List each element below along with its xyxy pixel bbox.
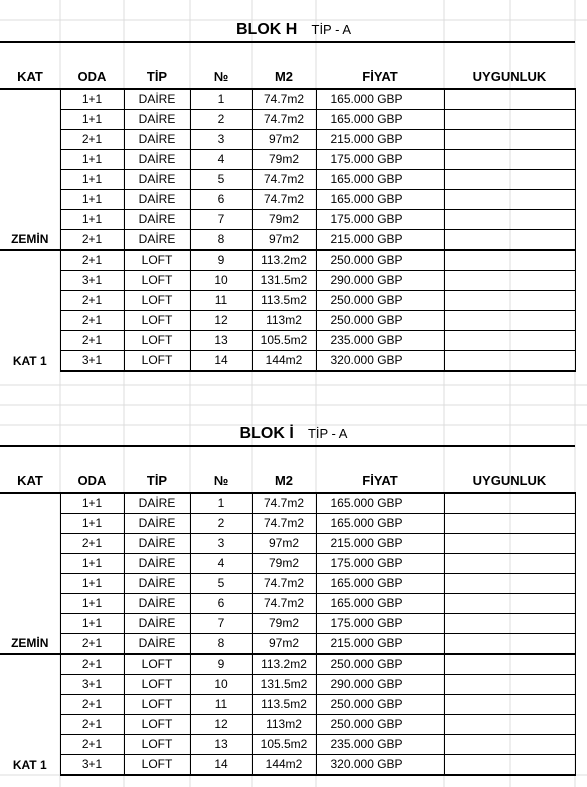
cell-fiyat: 165.000 GBP bbox=[316, 514, 444, 534]
table-row bbox=[0, 634, 575, 655]
cell-m2: 144m2 bbox=[252, 351, 316, 372]
cell-uygunluk bbox=[444, 755, 575, 776]
cell-uygunluk bbox=[444, 735, 575, 755]
table-row bbox=[0, 271, 575, 291]
block-type: TİP - A bbox=[307, 426, 348, 441]
cell-m2: 97m2 bbox=[252, 230, 316, 251]
column-header-no: № bbox=[190, 446, 252, 493]
cell-tip: LOFT bbox=[124, 654, 190, 675]
cell-no: 14 bbox=[190, 755, 252, 776]
column-header-kat: KAT bbox=[0, 42, 60, 89]
cell-no: 10 bbox=[190, 271, 252, 291]
cell-m2: 74.7m2 bbox=[252, 190, 316, 210]
unit-table bbox=[0, 41, 576, 372]
table-row bbox=[0, 654, 575, 675]
cell-m2: 74.7m2 bbox=[252, 574, 316, 594]
table-row bbox=[0, 695, 575, 715]
cell-m2: 113.2m2 bbox=[252, 250, 316, 271]
cell-uygunluk bbox=[444, 574, 575, 594]
cell-m2: 74.7m2 bbox=[252, 514, 316, 534]
cell-m2: 113.2m2 bbox=[252, 654, 316, 675]
cell-no: 3 bbox=[190, 130, 252, 150]
cell-m2: 113.5m2 bbox=[252, 695, 316, 715]
cell-oda: 2+1 bbox=[60, 735, 124, 755]
table-row bbox=[0, 89, 575, 110]
cell-tip: DAİRE bbox=[124, 554, 190, 574]
cell-tip: DAİRE bbox=[124, 493, 190, 514]
table-row bbox=[0, 594, 575, 614]
cell-fiyat: 250.000 GBP bbox=[316, 291, 444, 311]
cell-fiyat: 320.000 GBP bbox=[316, 351, 444, 372]
cell-no: 13 bbox=[190, 331, 252, 351]
cell-fiyat: 165.000 GBP bbox=[316, 594, 444, 614]
table-row bbox=[0, 554, 575, 574]
cell-no: 13 bbox=[190, 735, 252, 755]
table-row bbox=[0, 170, 575, 190]
cell-fiyat: 165.000 GBP bbox=[316, 493, 444, 514]
cell-no: 4 bbox=[190, 150, 252, 170]
cell-m2: 113.5m2 bbox=[252, 291, 316, 311]
cell-uygunluk bbox=[444, 554, 575, 574]
cell-uygunluk bbox=[444, 271, 575, 291]
cell-oda: 2+1 bbox=[60, 130, 124, 150]
column-header-uygunluk: UYGUNLUK bbox=[444, 42, 575, 89]
cell-uygunluk bbox=[444, 493, 575, 514]
cell-tip: LOFT bbox=[124, 735, 190, 755]
cell-tip: DAİRE bbox=[124, 534, 190, 554]
cell-tip: DAİRE bbox=[124, 634, 190, 655]
cell-m2: 131.5m2 bbox=[252, 271, 316, 291]
column-header-kat: KAT bbox=[0, 446, 60, 493]
table-row bbox=[0, 130, 575, 150]
cell-uygunluk bbox=[444, 331, 575, 351]
cell-oda: 2+1 bbox=[60, 654, 124, 675]
floor-label: KAT 1 bbox=[0, 654, 60, 775]
cell-no: 7 bbox=[190, 210, 252, 230]
cell-fiyat: 165.000 GBP bbox=[316, 170, 444, 190]
block-title bbox=[0, 423, 587, 445]
cell-fiyat: 235.000 GBP bbox=[316, 331, 444, 351]
cell-tip: DAİRE bbox=[124, 210, 190, 230]
cell-fiyat: 215.000 GBP bbox=[316, 230, 444, 251]
table-row bbox=[0, 331, 575, 351]
cell-tip: DAİRE bbox=[124, 230, 190, 251]
cell-fiyat: 175.000 GBP bbox=[316, 150, 444, 170]
cell-tip: LOFT bbox=[124, 291, 190, 311]
cell-m2: 97m2 bbox=[252, 634, 316, 655]
cell-oda: 2+1 bbox=[60, 311, 124, 331]
cell-oda: 2+1 bbox=[60, 634, 124, 655]
table-row bbox=[0, 250, 575, 271]
column-header-no: № bbox=[190, 42, 252, 89]
cell-tip: LOFT bbox=[124, 250, 190, 271]
cell-uygunluk bbox=[444, 654, 575, 675]
cell-tip: LOFT bbox=[124, 695, 190, 715]
cell-oda: 3+1 bbox=[60, 675, 124, 695]
cell-oda: 2+1 bbox=[60, 715, 124, 735]
cell-uygunluk bbox=[444, 351, 575, 372]
cell-no: 12 bbox=[190, 311, 252, 331]
cell-tip: DAİRE bbox=[124, 514, 190, 534]
table-row bbox=[0, 534, 575, 554]
cell-tip: DAİRE bbox=[124, 89, 190, 110]
table-row bbox=[0, 230, 575, 251]
cell-oda: 2+1 bbox=[60, 291, 124, 311]
cell-tip: DAİRE bbox=[124, 614, 190, 634]
cell-no: 2 bbox=[190, 110, 252, 130]
table-row bbox=[0, 675, 575, 695]
cell-oda: 1+1 bbox=[60, 614, 124, 634]
cell-tip: DAİRE bbox=[124, 170, 190, 190]
cell-no: 1 bbox=[190, 89, 252, 110]
cell-m2: 74.7m2 bbox=[252, 110, 316, 130]
column-header-fiyat: FİYAT bbox=[316, 42, 444, 89]
table-row bbox=[0, 291, 575, 311]
cell-oda: 1+1 bbox=[60, 514, 124, 534]
cell-no: 11 bbox=[190, 291, 252, 311]
table-row bbox=[0, 311, 575, 331]
block-name: BLOK H bbox=[236, 21, 298, 38]
unit-table bbox=[0, 445, 576, 776]
cell-m2: 74.7m2 bbox=[252, 89, 316, 110]
cell-uygunluk bbox=[444, 675, 575, 695]
column-header-m2: M2 bbox=[252, 446, 316, 493]
table-row bbox=[0, 493, 575, 514]
cell-oda: 1+1 bbox=[60, 574, 124, 594]
cell-no: 4 bbox=[190, 554, 252, 574]
cell-oda: 1+1 bbox=[60, 190, 124, 210]
cell-uygunluk bbox=[444, 614, 575, 634]
table-row bbox=[0, 190, 575, 210]
cell-fiyat: 235.000 GBP bbox=[316, 735, 444, 755]
cell-oda: 1+1 bbox=[60, 554, 124, 574]
header-row bbox=[0, 42, 575, 89]
cell-no: 5 bbox=[190, 170, 252, 190]
cell-tip: DAİRE bbox=[124, 150, 190, 170]
column-header-uygunluk: UYGUNLUK bbox=[444, 446, 575, 493]
cell-m2: 79m2 bbox=[252, 210, 316, 230]
cell-fiyat: 175.000 GBP bbox=[316, 614, 444, 634]
cell-oda: 1+1 bbox=[60, 210, 124, 230]
cell-oda: 3+1 bbox=[60, 271, 124, 291]
cell-uygunluk bbox=[444, 210, 575, 230]
cell-no: 12 bbox=[190, 715, 252, 735]
table-row bbox=[0, 150, 575, 170]
cell-uygunluk bbox=[444, 514, 575, 534]
cell-uygunluk bbox=[444, 190, 575, 210]
cell-m2: 79m2 bbox=[252, 554, 316, 574]
cell-fiyat: 320.000 GBP bbox=[316, 755, 444, 776]
cell-m2: 97m2 bbox=[252, 130, 316, 150]
cell-no: 2 bbox=[190, 514, 252, 534]
cell-uygunluk bbox=[444, 715, 575, 735]
cell-tip: DAİRE bbox=[124, 190, 190, 210]
cell-tip: LOFT bbox=[124, 675, 190, 695]
cell-oda: 3+1 bbox=[60, 351, 124, 372]
cell-m2: 79m2 bbox=[252, 150, 316, 170]
cell-oda: 1+1 bbox=[60, 170, 124, 190]
cell-no: 7 bbox=[190, 614, 252, 634]
cell-no: 6 bbox=[190, 594, 252, 614]
block-title bbox=[0, 19, 587, 41]
cell-m2: 74.7m2 bbox=[252, 170, 316, 190]
cell-fiyat: 215.000 GBP bbox=[316, 634, 444, 655]
cell-m2: 74.7m2 bbox=[252, 493, 316, 514]
cell-m2: 144m2 bbox=[252, 755, 316, 776]
floor-label: ZEMİN bbox=[0, 89, 60, 250]
cell-oda: 3+1 bbox=[60, 755, 124, 776]
cell-tip: DAİRE bbox=[124, 130, 190, 150]
cell-fiyat: 165.000 GBP bbox=[316, 574, 444, 594]
cell-fiyat: 290.000 GBP bbox=[316, 271, 444, 291]
cell-fiyat: 250.000 GBP bbox=[316, 311, 444, 331]
cell-no: 1 bbox=[190, 493, 252, 514]
block-type: TİP - A bbox=[311, 22, 351, 37]
cell-uygunluk bbox=[444, 130, 575, 150]
cell-fiyat: 165.000 GBP bbox=[316, 110, 444, 130]
cell-m2: 113m2 bbox=[252, 715, 316, 735]
column-header-tip: TİP bbox=[124, 42, 190, 89]
cell-m2: 105.5m2 bbox=[252, 331, 316, 351]
cell-fiyat: 175.000 GBP bbox=[316, 554, 444, 574]
cell-oda: 1+1 bbox=[60, 493, 124, 514]
column-header-fiyat: FİYAT bbox=[316, 446, 444, 493]
cell-no: 8 bbox=[190, 230, 252, 251]
cell-no: 14 bbox=[190, 351, 252, 372]
table-row bbox=[0, 735, 575, 755]
cell-fiyat: 250.000 GBP bbox=[316, 250, 444, 271]
cell-uygunluk bbox=[444, 230, 575, 251]
cell-fiyat: 250.000 GBP bbox=[316, 654, 444, 675]
cell-fiyat: 165.000 GBP bbox=[316, 190, 444, 210]
table-row bbox=[0, 755, 575, 776]
cell-m2: 131.5m2 bbox=[252, 675, 316, 695]
cell-no: 11 bbox=[190, 695, 252, 715]
cell-oda: 2+1 bbox=[60, 534, 124, 554]
cell-oda: 2+1 bbox=[60, 250, 124, 271]
cell-tip: DAİRE bbox=[124, 574, 190, 594]
table-row bbox=[0, 514, 575, 534]
column-header-m2: M2 bbox=[252, 42, 316, 89]
cell-no: 3 bbox=[190, 534, 252, 554]
cell-tip: LOFT bbox=[124, 755, 190, 776]
cell-oda: 2+1 bbox=[60, 230, 124, 251]
cell-no: 8 bbox=[190, 634, 252, 655]
cell-uygunluk bbox=[444, 170, 575, 190]
cell-no: 9 bbox=[190, 250, 252, 271]
column-header-oda: ODA bbox=[60, 42, 124, 89]
cell-fiyat: 250.000 GBP bbox=[316, 695, 444, 715]
cell-no: 5 bbox=[190, 574, 252, 594]
cell-tip: LOFT bbox=[124, 331, 190, 351]
column-header-oda: ODA bbox=[60, 446, 124, 493]
cell-tip: LOFT bbox=[124, 351, 190, 372]
cell-uygunluk bbox=[444, 695, 575, 715]
column-header-tip: TİP bbox=[124, 446, 190, 493]
cell-fiyat: 290.000 GBP bbox=[316, 675, 444, 695]
cell-m2: 97m2 bbox=[252, 534, 316, 554]
table-row bbox=[0, 715, 575, 735]
cell-m2: 74.7m2 bbox=[252, 594, 316, 614]
cell-uygunluk bbox=[444, 150, 575, 170]
cell-uygunluk bbox=[444, 89, 575, 110]
cell-uygunluk bbox=[444, 311, 575, 331]
cell-oda: 2+1 bbox=[60, 331, 124, 351]
cell-oda: 2+1 bbox=[60, 695, 124, 715]
block-name: BLOK İ bbox=[239, 425, 294, 442]
cell-tip: LOFT bbox=[124, 715, 190, 735]
table-row bbox=[0, 210, 575, 230]
cell-tip: DAİRE bbox=[124, 110, 190, 130]
floor-label: ZEMİN bbox=[0, 493, 60, 654]
cell-fiyat: 165.000 GBP bbox=[316, 89, 444, 110]
cell-uygunluk bbox=[444, 534, 575, 554]
cell-uygunluk bbox=[444, 250, 575, 271]
floor-label: KAT 1 bbox=[0, 250, 60, 371]
cell-uygunluk bbox=[444, 634, 575, 655]
table-row bbox=[0, 574, 575, 594]
cell-fiyat: 250.000 GBP bbox=[316, 715, 444, 735]
cell-oda: 1+1 bbox=[60, 594, 124, 614]
cell-no: 6 bbox=[190, 190, 252, 210]
cell-oda: 1+1 bbox=[60, 150, 124, 170]
cell-tip: LOFT bbox=[124, 311, 190, 331]
cell-oda: 1+1 bbox=[60, 110, 124, 130]
cell-uygunluk bbox=[444, 291, 575, 311]
header-row bbox=[0, 446, 575, 493]
table-row bbox=[0, 351, 575, 372]
cell-uygunluk bbox=[444, 110, 575, 130]
cell-m2: 105.5m2 bbox=[252, 735, 316, 755]
cell-m2: 113m2 bbox=[252, 311, 316, 331]
cell-fiyat: 215.000 GBP bbox=[316, 534, 444, 554]
cell-fiyat: 175.000 GBP bbox=[316, 210, 444, 230]
cell-fiyat: 215.000 GBP bbox=[316, 130, 444, 150]
cell-tip: DAİRE bbox=[124, 594, 190, 614]
cell-no: 10 bbox=[190, 675, 252, 695]
cell-tip: LOFT bbox=[124, 271, 190, 291]
cell-oda: 1+1 bbox=[60, 89, 124, 110]
table-row bbox=[0, 614, 575, 634]
cell-no: 9 bbox=[190, 654, 252, 675]
cell-m2: 79m2 bbox=[252, 614, 316, 634]
table-row bbox=[0, 110, 575, 130]
cell-uygunluk bbox=[444, 594, 575, 614]
